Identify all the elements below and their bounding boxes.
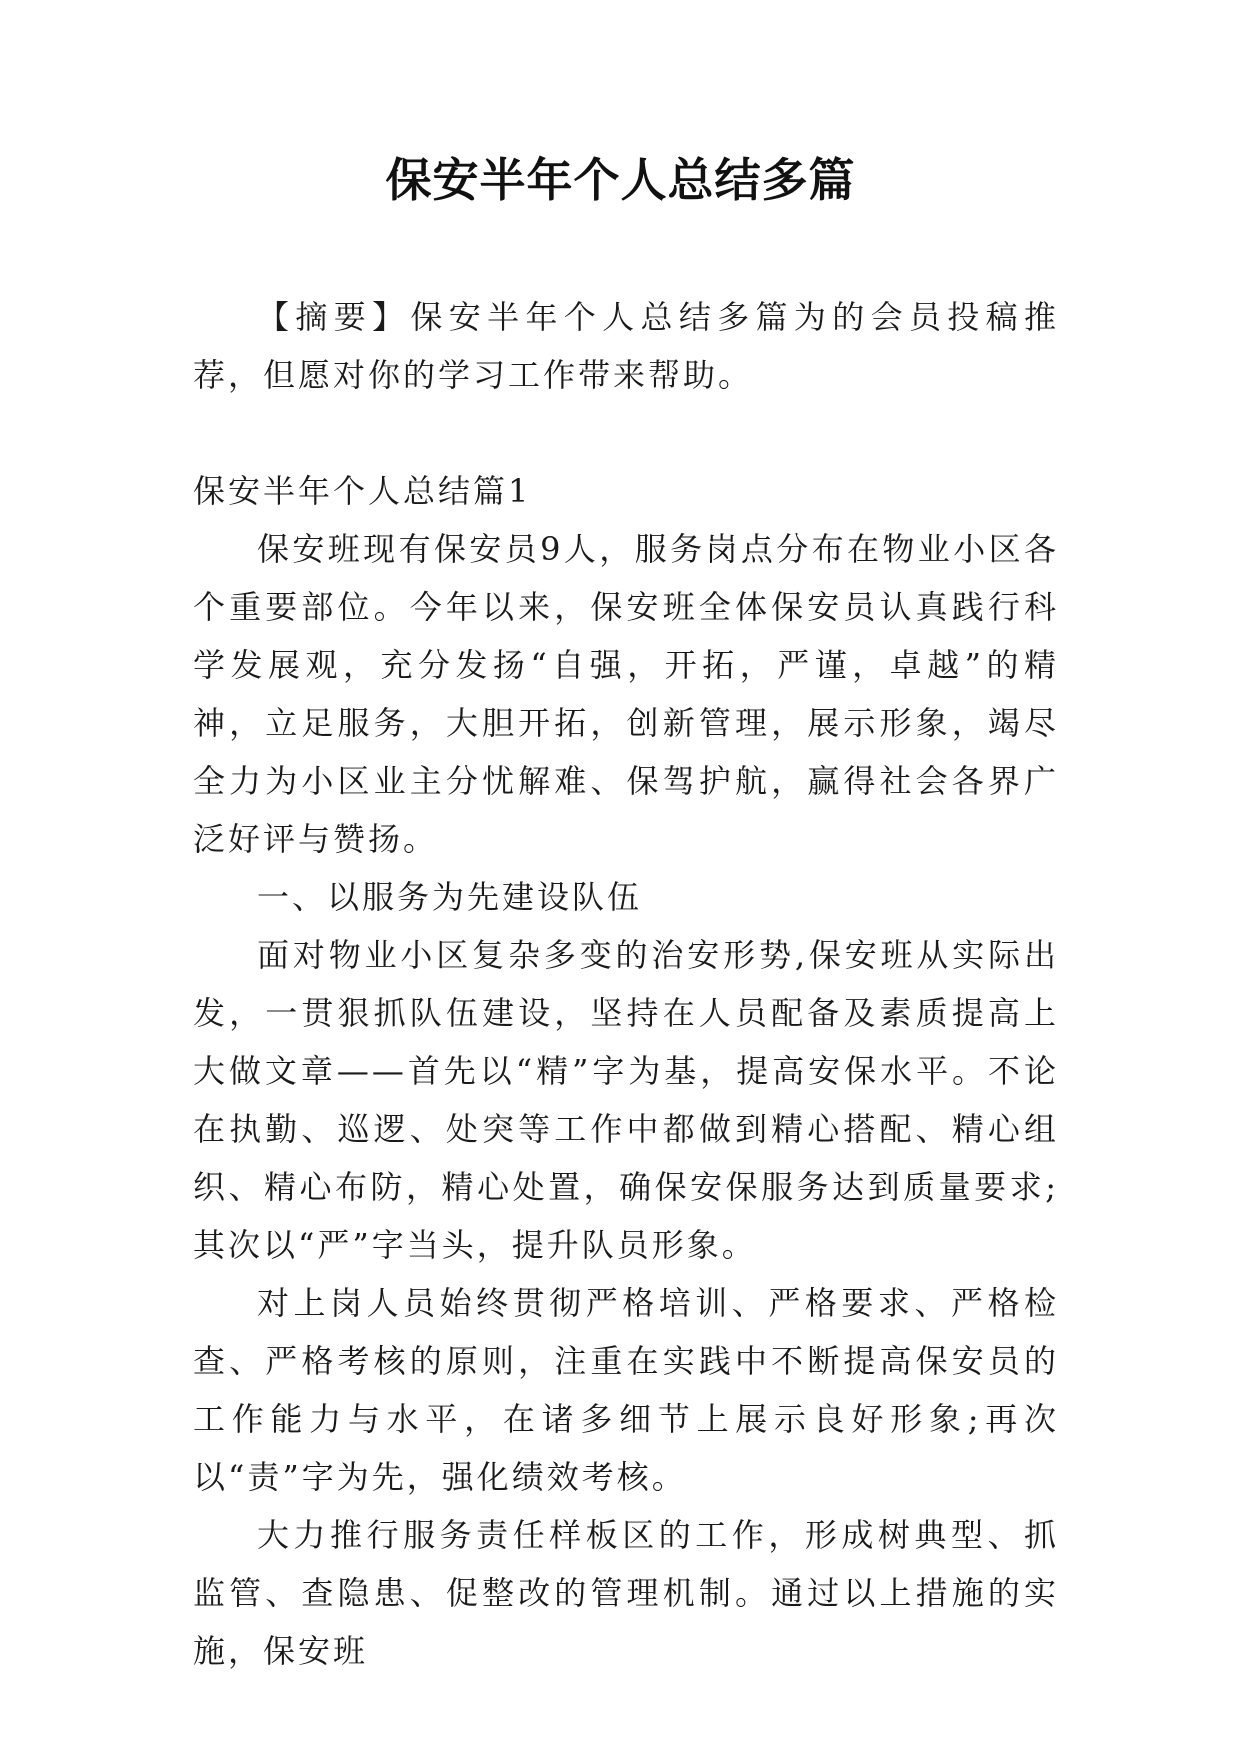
body-paragraph: 保安班现有保安员9人，服务岗点分布在物业小区各个重要部位。今年以来，保安班全体保安员认真践行科学发展观，充分发扬“自强，开拓，严谨，卓越”的精神，立足服务，大胆开拓，创新管理，展示形象，竭尽全力为小区业主分忧解难、保驾护航，赢得社会各界广泛好评与赞扬。 [193,530,1059,858]
body-paragraph: 面对物业小区复杂多变的治安形势,保安班从实际出发，一贯狠抓队伍建设，坚持在人员配备及素质提高上大做文章——首先以“精”字为基，提高安保水平。不论在执勤、巡逻、处突等工作中都做到精心搭配、精心组织、精心布防，精心处置，确保安保服务达到质量要求;其次以“严”字当头，提升队员形象。 [193,936,1059,1264]
body-paragraph: 大力推行服务责任样板区的工作，形成树典型、抓监管、查隐患、促整改的管理机制。通过以上措施的实施，保安班 [193,1516,1059,1670]
body-paragraph: 对上岗人员始终贯彻严格培训、严格要求、严格检查、严格考核的原则，注重在实践中不断提高保安员的工作能力与水平，在诸多细节上展示良好形象;再次以“责”字为先，强化绩效考核。 [193,1284,1059,1496]
abstract-paragraph: 【摘要】保安半年个人总结多篇为的会员投稿推荐，但愿对你的学习工作带来帮助。 [193,298,1059,394]
document-body [193,288,1059,1680]
subsection-heading: 一、以服务为先建设队伍 [257,878,643,916]
section-heading: 保安半年个人总结篇1 [193,472,532,510]
document-title: 保安半年个人总结多篇 [385,153,856,207]
